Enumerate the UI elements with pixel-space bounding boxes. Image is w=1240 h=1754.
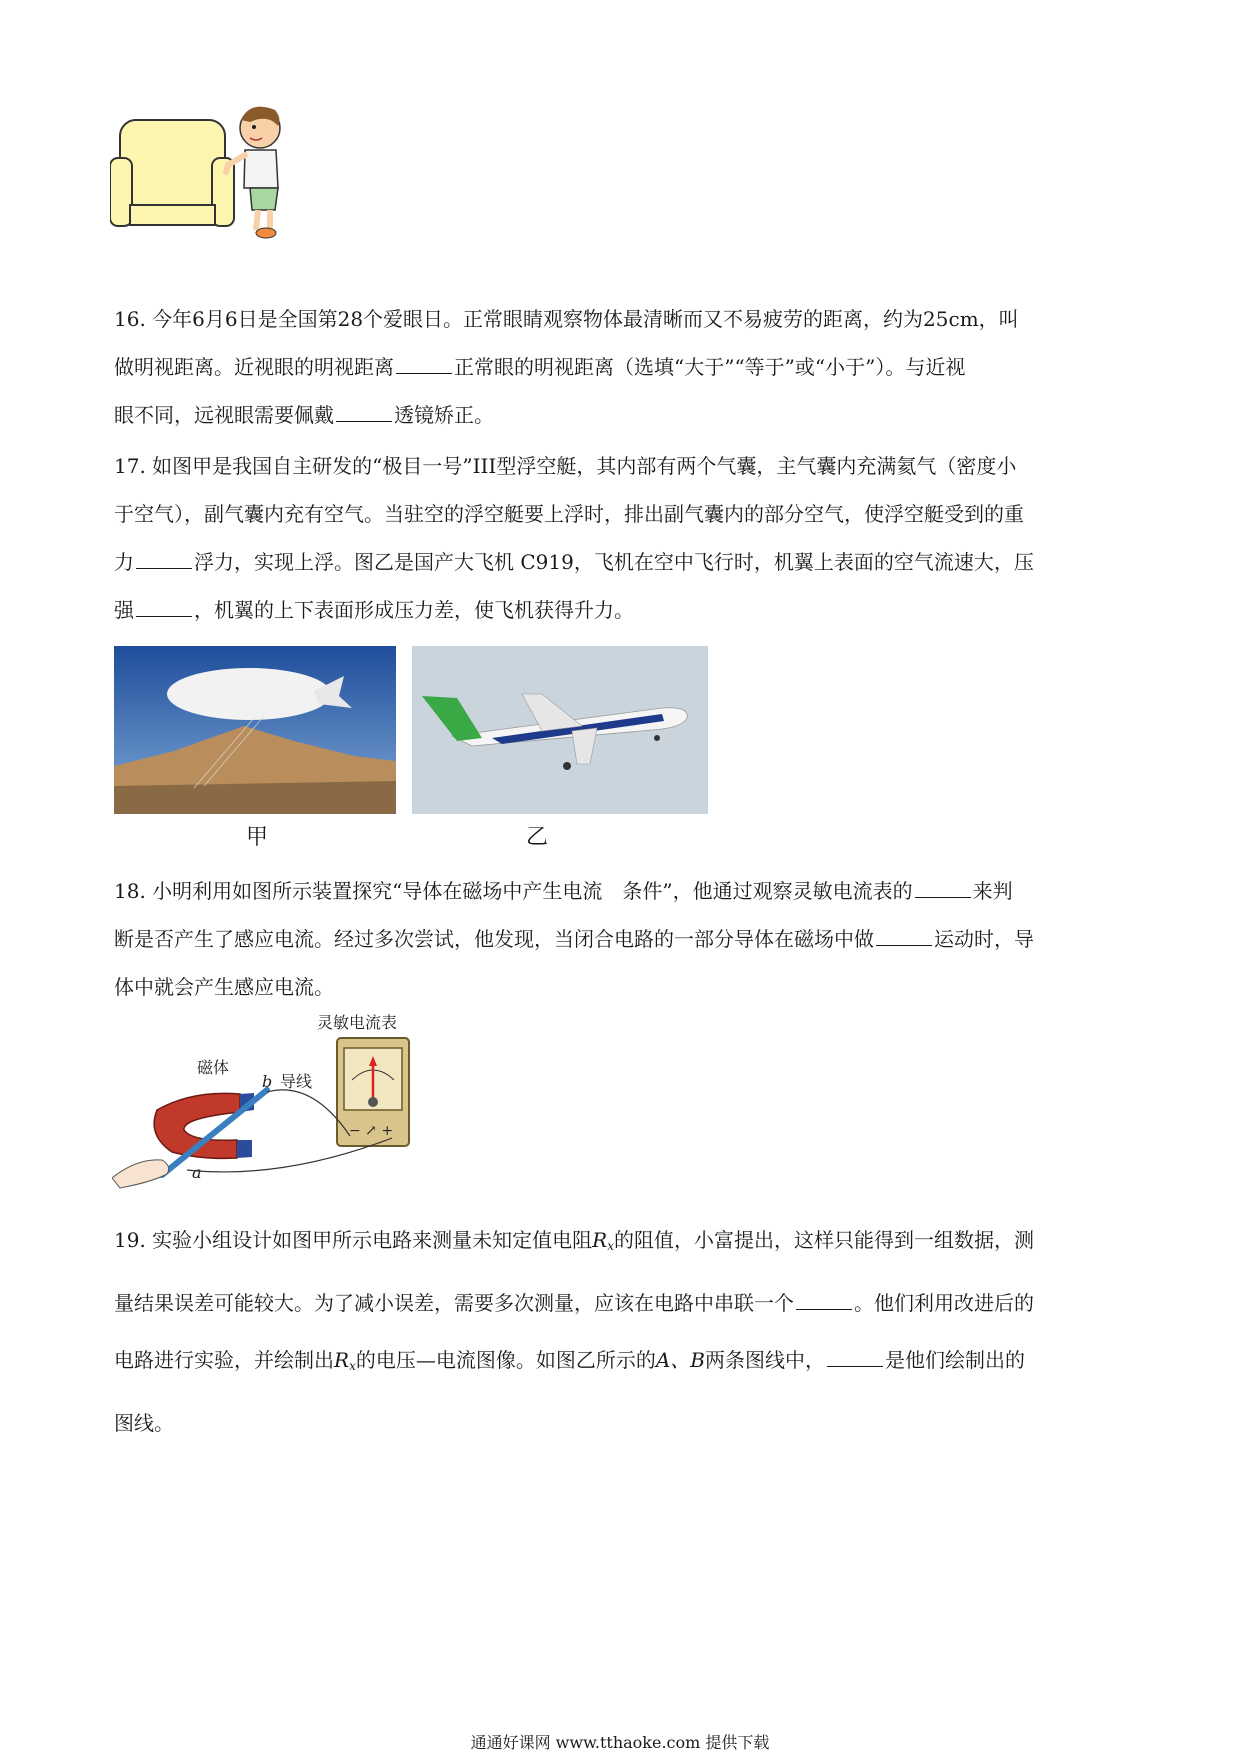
point-a-label: a	[192, 1163, 202, 1182]
caption-a: 甲	[246, 825, 269, 850]
answer-blank[interactable]	[796, 1291, 852, 1310]
caption-b: 乙	[526, 825, 549, 850]
q17-line-4b: ，机翼的上下表面形成压力差，使飞机获得升力。	[194, 598, 634, 622]
q19-line-1b: 的阻值，小富提出，这样只能得到一组数据，测	[614, 1228, 1035, 1252]
q16-line-2b: 正常眼的明视距离（选填“大于”“等于”或“小于”）。与近视	[454, 355, 966, 379]
answer-blank[interactable]	[915, 879, 971, 898]
q18-line-2b: 运动时，导	[934, 927, 1034, 951]
q18-line-1b: 来判	[972, 879, 1013, 903]
answer-blank[interactable]	[827, 1348, 883, 1367]
resistor-subscript: x	[607, 1239, 615, 1253]
c919-airplane-photo	[412, 646, 708, 814]
point-b-label: b	[262, 1072, 273, 1091]
q16-line-3b: 透镜矫正。	[394, 403, 494, 427]
q17-line-1: 17. 如图甲是我国自主研发的“极目一号”III型浮空艇，其内部有两个气囊，主气囊内充满氦气（密度小	[114, 454, 1017, 478]
svg-text:− ↗ +: − ↗ +	[349, 1123, 394, 1139]
q19-line-2b: 。他们利用改进后的	[854, 1291, 1034, 1315]
q16-line-3	[114, 391, 1134, 439]
electromagnetic-induction-apparatus	[112, 1010, 432, 1190]
galvanometer-label: 灵敏电流表	[317, 1015, 398, 1032]
answer-blank[interactable]	[136, 550, 192, 569]
resistor-subscript: x	[349, 1359, 356, 1373]
q19-line-4: 图线。	[114, 1411, 174, 1435]
graph-labels: A、B	[655, 1348, 705, 1372]
q18-line-3: 体中就会产生感应电流。	[114, 975, 334, 999]
question-18	[114, 867, 1134, 1011]
resistor-symbol: R	[592, 1228, 608, 1252]
magnet-label: 磁体	[197, 1060, 230, 1077]
q19-line-3d: 两条图线中，	[704, 1348, 825, 1372]
q19-line-1a: 19. 实验小组设计如图甲所示电路来测量未知定值电阻	[114, 1228, 593, 1252]
q18-line-1a: 18. 小明利用如图所示装置探究“导体在磁场中产生电流 条件”，他通过观察灵敏电流表的	[114, 879, 913, 903]
q16-line-2a: 做明视距离。近视眼的明视距离	[114, 355, 394, 379]
q17-line-3b: 浮力，实现上浮。图乙是国产大飞机 C919，飞机在空中飞行时，机翼上表面的空气流速大，压	[194, 550, 1034, 574]
answer-blank[interactable]	[136, 598, 192, 617]
footer-text: 通通好课网 www.tthaoke.com 提供下载	[470, 1733, 770, 1752]
q19-line-2a: 量结果误差可能较大。为了减小误差，需要多次测量，应该在电路中串联一个	[114, 1291, 794, 1315]
q19-line-3a: 电路进行实验，并绘制出	[114, 1348, 334, 1372]
wire-label: 导线	[280, 1074, 313, 1091]
question-19	[114, 1212, 1134, 1452]
q18-line-2a: 断是否产生了感应电流。经过多次尝试，他发现，当闭合电路的一部分导体在磁场中做	[114, 927, 874, 951]
question-17	[114, 442, 1134, 634]
q17-line-2: 于空气），副气囊内充有空气。当驻空的浮空艇要上浮时，排出副气囊内的部分空气，使浮空艇受到的重	[114, 502, 1024, 526]
q18-line-2	[114, 915, 1134, 963]
resistor-symbol: R	[334, 1348, 350, 1372]
q19-line-1	[114, 1212, 1134, 1275]
answer-blank[interactable]	[876, 927, 932, 946]
q16-line-3a: 眼不同，远视眼需要佩戴	[114, 403, 334, 427]
answer-blank[interactable]	[396, 355, 452, 374]
q17-line-4a: 强	[114, 598, 134, 622]
answer-blank[interactable]	[336, 403, 392, 422]
q17-line-3	[114, 538, 1134, 586]
q19-line-3b: 的电压—电流图像。如图乙所示的	[355, 1348, 656, 1372]
q19-line-3e: 是他们绘制出的	[884, 1348, 1025, 1372]
q19-line-2	[114, 1275, 1134, 1332]
boy-pushing-chair-illustration	[110, 100, 310, 250]
q16-line-1: 16. 今年6月6日是全国第28个爱眼日。正常眼睛观察物体最清晰而又不易疲劳的距离，约为25cm，叫	[114, 307, 1019, 331]
q18-line-1	[114, 867, 1134, 915]
question-16	[114, 295, 1134, 439]
q17-line-3a: 力	[114, 550, 134, 574]
q19-line-3	[114, 1332, 1134, 1395]
q17-line-4	[114, 586, 1134, 634]
q16-line-2	[114, 343, 1134, 391]
airship-photo	[114, 646, 396, 814]
